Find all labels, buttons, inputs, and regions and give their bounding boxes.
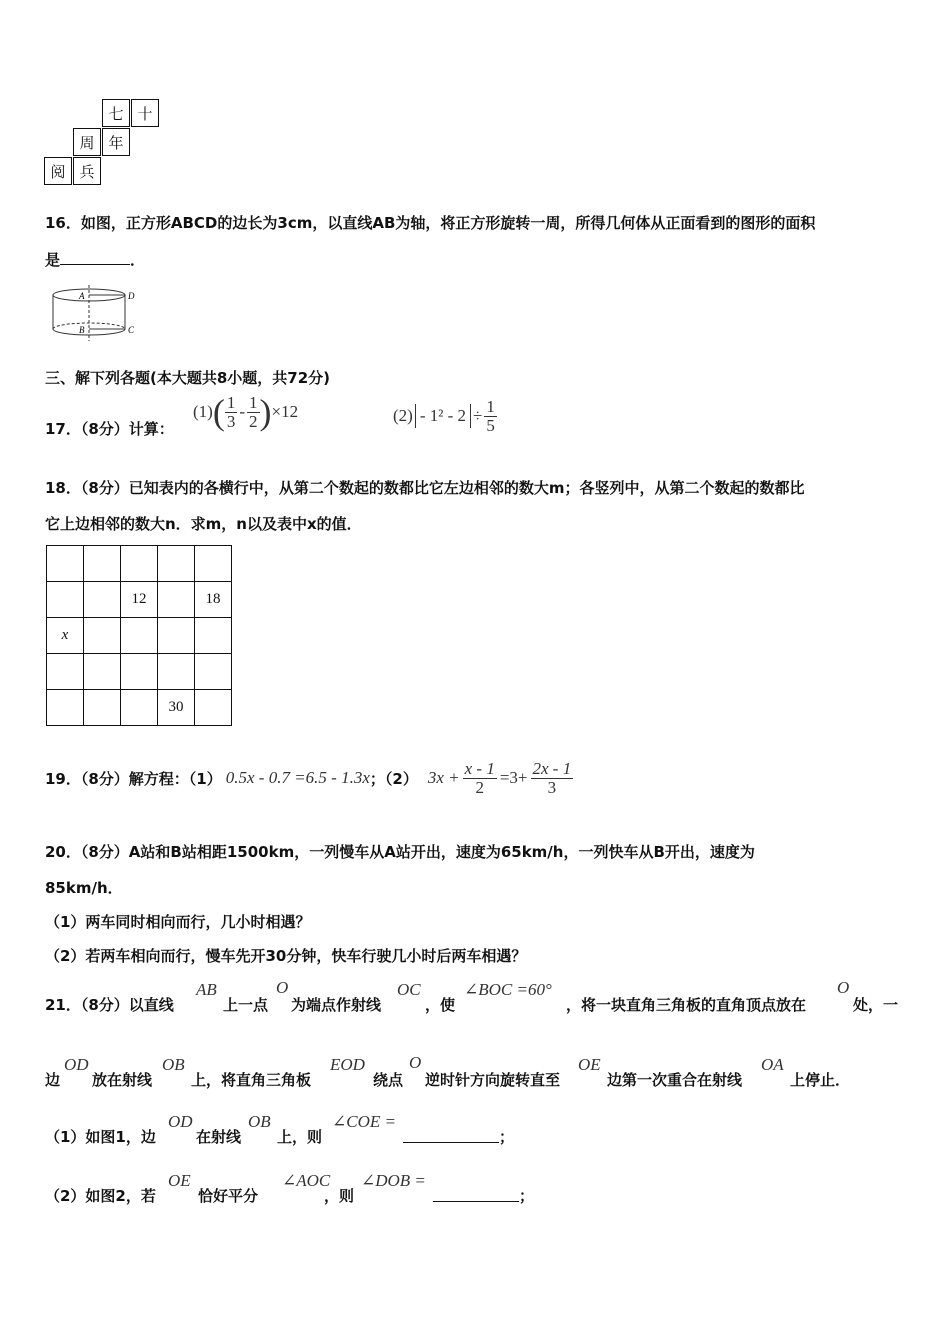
numerator: 2x - 1 <box>532 758 572 778</box>
q21-text: 上，则 <box>277 1128 323 1146</box>
q17-part2-expr <box>393 398 497 435</box>
question-16-line2 <box>45 249 145 270</box>
separator: ；（2） <box>369 769 418 788</box>
table-cell <box>84 690 121 726</box>
table-cell <box>84 618 121 654</box>
q21-text: 恰好平分 <box>198 1187 259 1205</box>
question-21-line1 <box>45 978 907 1018</box>
left-paren: ( <box>212 392 225 433</box>
table-cell <box>158 582 195 618</box>
q21-text: 处，一 <box>853 996 899 1014</box>
denominator: 2 <box>475 777 484 797</box>
q21-text: 上停止． <box>790 1071 851 1089</box>
q21-text: （2）如图2，若 <box>45 1187 156 1205</box>
table-cell <box>158 618 195 654</box>
label-a: A <box>79 291 85 301</box>
table-cell <box>158 546 195 582</box>
q21-text: 上一点 <box>223 996 269 1014</box>
q21-text: 逆时针方向旋转直至 <box>425 1071 561 1089</box>
numerator: x - 1 <box>464 758 495 778</box>
q21-text: 放在射线 <box>92 1071 153 1089</box>
cylinder-figure <box>44 283 144 345</box>
table-row <box>47 690 232 726</box>
table-cell <box>195 546 232 582</box>
question-19 <box>45 755 576 801</box>
table-cell: 18 <box>195 582 232 618</box>
table-cell <box>121 546 158 582</box>
q21-math: OE <box>168 1171 191 1190</box>
equation-2-part: 3x + <box>427 768 460 787</box>
table-cell <box>47 690 84 726</box>
table-row <box>47 654 232 690</box>
q21-math: ∠AOC <box>282 1171 331 1190</box>
numerator: 1 <box>249 393 258 412</box>
q21-text: ，则 <box>324 1187 355 1205</box>
fraction <box>247 394 260 431</box>
table-cell <box>121 654 158 690</box>
question-20-sub1: （1）两车同时相向而行，几小时相遇？ <box>45 913 311 931</box>
q21-text: 边第一次重合在射线 <box>607 1071 743 1089</box>
denominator: 5 <box>486 415 495 435</box>
q21-math: ∠DOB = <box>361 1171 426 1190</box>
q21-math: ∠COE = <box>332 1112 396 1131</box>
net-cell: 周 <box>73 128 101 156</box>
q21-text: ； <box>519 1187 535 1205</box>
q21-math: O <box>409 1053 422 1072</box>
table-row <box>47 546 232 582</box>
answer-blank[interactable] <box>60 264 130 265</box>
q16-prefix: 是 <box>45 251 61 269</box>
question-20-text: 20．（8分）A站和B站相距1500km，一列慢车从A站开出，速度为65km/h，一列快车从B开出，速度为 <box>45 843 755 861</box>
question-18-text: 18．（8分）已知表内的各横行中，从第二个数起的数都比它左边相邻的数大m；各竖列中，从第二个数起的数都比 <box>45 479 805 497</box>
table-cell <box>158 654 195 690</box>
minus-sign: - <box>239 402 245 422</box>
label-b: B <box>79 325 85 335</box>
q17-part1-expr <box>193 394 298 431</box>
section-heading: 三、解下列各题(本大题共8小题，共72分) <box>45 369 331 387</box>
q21-text: 绕点 <box>373 1071 404 1089</box>
table-cell <box>121 618 158 654</box>
question-20-line2: 85km/h． <box>45 879 123 897</box>
net-cell: 十 <box>131 99 159 127</box>
number-table <box>46 545 232 726</box>
table-cell: 30 <box>158 690 195 726</box>
q21-math: O <box>837 978 850 997</box>
table-cell <box>47 582 84 618</box>
label-d: D <box>128 291 135 301</box>
table-cell <box>121 690 158 726</box>
divide-sign: ÷ <box>473 406 483 426</box>
q16-suffix: ． <box>130 251 146 269</box>
denominator: 2 <box>249 411 258 431</box>
question-16-text: 16．如图，正方形ABCD的边长为3cm，以直线AB为轴，将正方形旋转一周，所得几何体从正面看到的图形的面积 <box>45 214 816 232</box>
fraction <box>531 760 574 797</box>
table-cell <box>84 654 121 690</box>
q21-math: ∠BOC =60° <box>464 980 552 999</box>
fraction <box>463 760 497 797</box>
q21-math: OE <box>578 1055 601 1074</box>
table-row <box>47 582 232 618</box>
table-cell <box>84 546 121 582</box>
question-20-sub2: （2）若两车相向而行，慢车先开30分钟，快车行驶几小时后两车相遇？ <box>45 947 527 965</box>
answer-blank[interactable] <box>403 1128 499 1143</box>
question-18-line2: 它上边相邻的数大n．求m，n以及表中x的值． <box>45 515 362 533</box>
net-cell: 年 <box>102 128 130 156</box>
table-cell <box>84 582 121 618</box>
denominator: 3 <box>547 777 557 797</box>
q21-math: O <box>276 978 289 997</box>
table-cell: x <box>47 618 84 654</box>
net-cell: 阅 <box>44 157 72 185</box>
q21-text: 21．（8分）以直线 <box>45 996 174 1014</box>
equation-1: 0.5x - 0.7 =6.5 - 1.3x <box>225 768 370 787</box>
q21-text: 边 <box>45 1071 61 1089</box>
q21-math: OB <box>162 1055 185 1074</box>
q21-text: （1）如图1，边 <box>45 1128 156 1146</box>
q21-math: AB <box>196 980 217 999</box>
q21-text: ，使 <box>425 996 456 1014</box>
question-19-label: 19．（8分）解方程：（1） <box>45 769 222 788</box>
fraction <box>484 398 497 435</box>
q21-math: OA <box>761 1055 784 1074</box>
part-tag: (1) <box>193 402 213 422</box>
q21-text: ； <box>499 1128 515 1146</box>
table-cell <box>47 546 84 582</box>
fraction <box>225 394 238 431</box>
label-c: C <box>128 325 135 335</box>
q21-text: 在射线 <box>196 1128 242 1146</box>
question-21-sub2 <box>45 1169 645 1209</box>
net-cell: 兵 <box>73 157 101 185</box>
numerator: 1 <box>486 397 495 416</box>
right-paren: ) <box>259 392 272 433</box>
q21-math: OB <box>248 1112 271 1131</box>
net-cell: 七 <box>102 99 130 127</box>
q21-text: 上，将直角三角板 <box>191 1071 312 1089</box>
q21-text: 为端点作射线 <box>291 996 382 1014</box>
q21-text: ，将一块直角三角板的直角顶点放在 <box>566 996 807 1014</box>
q21-math: OC <box>397 980 421 999</box>
table-cell: 12 <box>121 582 158 618</box>
question-17-label: 17．（8分）计算： <box>45 420 174 438</box>
table-cell <box>195 618 232 654</box>
q21-math: EOD <box>330 1055 365 1074</box>
numerator: 1 <box>226 393 236 412</box>
equation-2-part: =3+ <box>499 768 528 787</box>
q21-math: OD <box>168 1112 193 1131</box>
times-twelve: ×12 <box>271 402 299 422</box>
absolute-value-expr: - 1² - 2 <box>415 404 471 428</box>
part-tag: (2) <box>393 406 413 426</box>
table-row <box>47 618 232 654</box>
table-cell <box>195 654 232 690</box>
answer-blank[interactable] <box>433 1187 519 1202</box>
table-cell <box>47 654 84 690</box>
q21-math: OD <box>64 1055 89 1074</box>
question-21-line2 <box>45 1053 907 1093</box>
denominator: 3 <box>226 411 236 431</box>
table-cell <box>195 690 232 726</box>
question-21-sub1 <box>45 1110 645 1150</box>
